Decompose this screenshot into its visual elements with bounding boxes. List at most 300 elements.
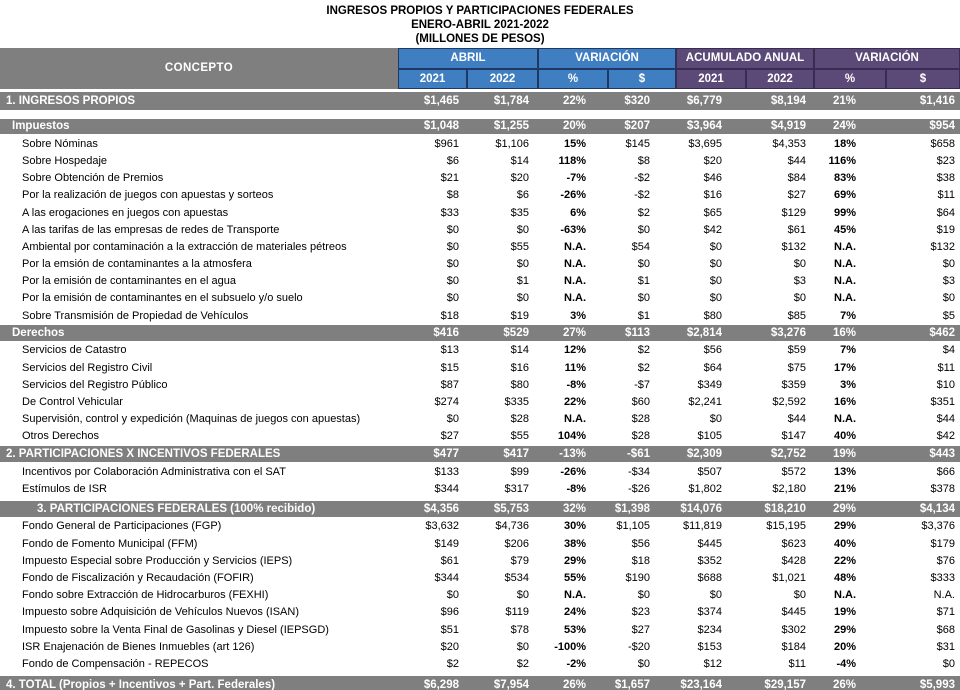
- table-row: [0, 273, 960, 290]
- cell-value: $4,356: [423, 502, 459, 515]
- cell-value: $1: [637, 275, 650, 288]
- cell-value: 26%: [832, 678, 856, 690]
- cell-value: $33: [440, 206, 459, 219]
- cell-value: N.A.: [834, 258, 856, 271]
- cell-value: $12: [703, 657, 722, 670]
- cell-value: $14: [510, 344, 529, 357]
- table-row: [0, 170, 960, 187]
- cell-value: $19: [936, 223, 955, 236]
- cell-value: $3,632: [425, 520, 459, 533]
- cell-value: $2,180: [772, 482, 806, 495]
- cell-value: $0: [942, 657, 955, 670]
- table-row: [0, 428, 960, 445]
- table-row: [0, 535, 960, 552]
- cell-value: $14: [510, 154, 529, 167]
- cell-value: $20: [440, 640, 459, 653]
- cell-value: $18: [631, 554, 650, 567]
- cell-value: $31: [936, 640, 955, 653]
- cell-value: 24%: [832, 120, 856, 133]
- header-col-variacion1-pct: %: [538, 69, 608, 89]
- header-col-variacion2-usd: $: [886, 69, 960, 89]
- row-label: Por la realización de juegos con apuestas y sorteos: [22, 189, 274, 202]
- cell-value: N.A.: [834, 589, 856, 602]
- cell-value: $351: [930, 396, 955, 409]
- cell-value: $18,210: [764, 502, 806, 515]
- header-col-abril-2021: 2021: [398, 69, 467, 89]
- header-group-acumulado: ACUMULADO ANUAL: [676, 48, 814, 69]
- title-line-2: ENERO-ABRIL 2021-2022: [411, 19, 549, 32]
- cell-value: $349: [697, 378, 722, 391]
- cell-value: $0: [516, 258, 529, 271]
- cell-value: $54: [631, 240, 650, 253]
- cell-value: $1,106: [495, 137, 529, 150]
- cell-value: $477: [433, 447, 459, 460]
- cell-value: 55%: [563, 572, 586, 585]
- cell-value: 26%: [562, 678, 586, 690]
- cell-value: 27%: [562, 327, 586, 340]
- cell-value: $20: [703, 154, 722, 167]
- row-label: Fondo General de Participaciones (FGP): [22, 520, 222, 533]
- cell-value: $0: [516, 223, 529, 236]
- cell-value: -8%: [566, 482, 586, 495]
- cell-value: $378: [930, 482, 955, 495]
- table-row: [0, 256, 960, 273]
- cell-value: $190: [625, 572, 650, 585]
- cell-value: $529: [503, 327, 529, 340]
- table-row: [0, 480, 960, 497]
- table-body: [0, 91, 960, 690]
- cell-value: $4,919: [770, 120, 806, 133]
- cell-value: $80: [703, 309, 722, 322]
- cell-value: 18%: [833, 137, 856, 150]
- cell-value: -$26: [627, 482, 650, 495]
- cell-value: $2,309: [686, 447, 722, 460]
- cell-value: $3,276: [770, 327, 806, 340]
- cell-value: $417: [503, 447, 529, 460]
- row-label: Servicios de Catastro: [22, 344, 127, 357]
- cell-value: $6: [516, 189, 529, 202]
- cell-value: $0: [709, 413, 722, 426]
- cell-value: 45%: [833, 223, 856, 236]
- cell-value: $0: [446, 413, 459, 426]
- cell-value: $0: [446, 275, 459, 288]
- cell-value: $76: [936, 554, 955, 567]
- cell-value: $534: [504, 572, 529, 585]
- cell-value: $4,353: [772, 137, 806, 150]
- cell-value: $105: [697, 430, 722, 443]
- cell-value: $85: [787, 309, 806, 322]
- cell-value: $507: [697, 465, 722, 478]
- cell-value: $113: [625, 327, 650, 340]
- cell-value: $64: [936, 206, 955, 219]
- cell-value: $0: [942, 258, 955, 271]
- table-header: [0, 48, 960, 89]
- table-row: [0, 569, 960, 586]
- header-group-row: [398, 48, 960, 69]
- cell-value: $132: [781, 240, 806, 253]
- cell-value: $462: [929, 327, 955, 340]
- cell-value: $27: [440, 430, 459, 443]
- cell-value: 69%: [833, 189, 856, 202]
- header-group-variacion-2: VARIACIÓN: [814, 48, 960, 69]
- table-row: [0, 307, 960, 324]
- cell-value: $119: [505, 606, 529, 619]
- cell-value: 11%: [564, 361, 586, 374]
- cell-value: -4%: [836, 657, 856, 670]
- row-gap: [0, 111, 960, 118]
- cell-value: $27: [787, 189, 806, 202]
- table-row: [0, 118, 960, 136]
- table-row: [0, 238, 960, 255]
- row-label: 1. INGRESOS PROPIOS: [6, 94, 136, 107]
- row-label: Derechos: [12, 327, 65, 340]
- cell-value: $2: [446, 657, 459, 670]
- cell-value: $149: [434, 537, 459, 550]
- cell-value: 20%: [562, 120, 586, 133]
- cell-value: $16: [510, 361, 529, 374]
- cell-value: $3: [793, 275, 806, 288]
- cell-value: $79: [510, 554, 529, 567]
- cell-value: $0: [446, 589, 459, 602]
- cell-value: 15%: [563, 137, 586, 150]
- cell-value: $13: [440, 344, 459, 357]
- cell-value: $23,164: [680, 678, 722, 690]
- cell-value: $3,376: [921, 520, 955, 533]
- cell-value: 29%: [563, 554, 586, 567]
- cell-value: $416: [433, 327, 459, 340]
- cell-value: $56: [703, 344, 722, 357]
- cell-value: $6,298: [423, 678, 459, 690]
- header-group-variacion-1: VARIACIÓN: [538, 48, 676, 69]
- cell-value: N.A.: [834, 275, 856, 288]
- row-label: Supervisión, control y expedición (Maquinas de juegos con apuestas): [22, 413, 361, 426]
- row-label: Sobre Hospedaje: [22, 154, 108, 167]
- cell-value: 22%: [563, 396, 586, 409]
- cell-value: 30%: [563, 520, 586, 533]
- table-row: [0, 91, 960, 111]
- cell-value: 32%: [562, 502, 586, 515]
- cell-value: $0: [709, 292, 722, 305]
- cell-value: $0: [709, 258, 722, 271]
- cell-value: N.A.: [834, 240, 856, 253]
- cell-value: $1,105: [616, 520, 650, 533]
- cell-value: 83%: [833, 172, 856, 185]
- header-group-abril: ABRIL: [398, 48, 538, 69]
- cell-value: $2: [637, 344, 650, 357]
- cell-value: $153: [697, 640, 722, 653]
- cell-value: $60: [631, 396, 650, 409]
- table-row: [0, 290, 960, 307]
- cell-value: N.A.: [933, 589, 955, 602]
- cell-value: $44: [787, 413, 806, 426]
- cell-value: $80: [510, 378, 529, 391]
- table-row: [0, 518, 960, 535]
- cell-value: $51: [440, 623, 459, 636]
- cell-value: $274: [434, 396, 459, 409]
- cell-value: $29,157: [764, 678, 806, 690]
- cell-value: 40%: [833, 430, 856, 443]
- cell-value: $0: [793, 589, 806, 602]
- cell-value: $658: [930, 137, 955, 150]
- cell-value: $0: [637, 258, 650, 271]
- cell-value: N.A.: [564, 275, 586, 288]
- cell-value: $3,964: [686, 120, 722, 133]
- cell-value: $5,753: [493, 502, 529, 515]
- cell-value: $954: [929, 120, 955, 133]
- table-row: [0, 463, 960, 480]
- cell-value: 48%: [833, 572, 856, 585]
- cell-value: $16: [703, 189, 722, 202]
- cell-value: $0: [709, 240, 722, 253]
- cell-value: N.A.: [834, 292, 856, 305]
- row-label: Fondo de Compensación - REPECOS: [22, 657, 209, 670]
- cell-value: $10: [936, 378, 955, 391]
- cell-value: $7,954: [493, 678, 529, 690]
- cell-value: 38%: [563, 537, 586, 550]
- cell-value: $71: [936, 606, 955, 619]
- row-label: Estímulos de ISR: [22, 482, 107, 495]
- cell-value: $1,416: [919, 94, 955, 107]
- table-row: [0, 135, 960, 152]
- cell-value: $0: [516, 292, 529, 305]
- cell-value: $129: [781, 206, 806, 219]
- cell-value: $20: [510, 172, 529, 185]
- cell-value: $344: [434, 482, 459, 495]
- cell-value: $55: [510, 430, 529, 443]
- cell-value: $0: [637, 223, 650, 236]
- cell-value: $61: [787, 223, 806, 236]
- cell-value: $15,195: [766, 520, 806, 533]
- cell-value: $27: [631, 623, 650, 636]
- cell-value: 13%: [833, 465, 856, 478]
- cell-value: 24%: [563, 606, 586, 619]
- cell-value: $4: [942, 344, 955, 357]
- row-label: Por la emisión de contaminantes en el subsuelo y/o suelo: [22, 292, 303, 305]
- header-columns: [398, 48, 960, 89]
- cell-value: -7%: [566, 172, 586, 185]
- table-row: [0, 411, 960, 428]
- cell-value: $6,779: [686, 94, 722, 107]
- cell-value: 12%: [563, 344, 586, 357]
- cell-value: -2%: [566, 657, 586, 670]
- cell-value: $445: [697, 537, 722, 550]
- cell-value: 21%: [832, 94, 856, 107]
- table-row: [0, 500, 960, 518]
- cell-value: $3,695: [688, 137, 722, 150]
- cell-value: 29%: [833, 623, 856, 636]
- cell-value: $35: [510, 206, 529, 219]
- table-row: [0, 324, 960, 342]
- cell-value: $23: [936, 154, 955, 167]
- header-col-abril-2022: 2022: [467, 69, 538, 89]
- cell-value: N.A.: [564, 292, 586, 305]
- header-concepto: CONCEPTO: [0, 48, 398, 89]
- row-label: A las tarifas de las empresas de redes de Transporte: [22, 223, 280, 236]
- cell-value: $184: [781, 640, 806, 653]
- cell-value: $572: [781, 465, 806, 478]
- cell-value: $2: [637, 206, 650, 219]
- cell-value: 22%: [562, 94, 586, 107]
- cell-value: $46: [703, 172, 722, 185]
- cell-value: $68: [936, 623, 955, 636]
- cell-value: 17%: [833, 361, 856, 374]
- cell-value: $3: [942, 275, 955, 288]
- title-line-3: (MILLONES DE PESOS): [415, 33, 545, 46]
- cell-value: $78: [510, 623, 529, 636]
- cell-value: 99%: [833, 206, 856, 219]
- cell-value: $0: [793, 292, 806, 305]
- table-row: [0, 604, 960, 621]
- cell-value: $623: [781, 537, 806, 550]
- cell-value: $11,819: [683, 520, 722, 533]
- cell-value: $28: [631, 430, 650, 443]
- cell-value: 116%: [828, 154, 856, 167]
- cell-value: -$2: [634, 189, 650, 202]
- cell-value: -26%: [560, 189, 586, 202]
- cell-value: $19: [510, 309, 529, 322]
- cell-value: $0: [516, 589, 529, 602]
- cell-value: N.A.: [564, 258, 586, 271]
- cell-value: $207: [624, 120, 650, 133]
- cell-value: 53%: [563, 623, 586, 636]
- table-row: [0, 587, 960, 604]
- cell-value: $2,241: [688, 396, 722, 409]
- cell-value: $8: [446, 189, 459, 202]
- row-label: 4. TOTAL (Propios + Incentivos + Part. Federales): [6, 678, 276, 690]
- cell-value: $28: [510, 413, 529, 426]
- cell-value: $28: [631, 413, 650, 426]
- cell-value: -63%: [560, 223, 586, 236]
- cell-value: $359: [781, 378, 806, 391]
- title-line-1: INGRESOS PROPIOS Y PARTICIPACIONES FEDERALES: [326, 5, 634, 17]
- table-row: [0, 376, 960, 393]
- cell-value: 6%: [570, 206, 586, 219]
- row-label: Otros Derechos: [22, 430, 100, 443]
- table-row: [0, 342, 960, 359]
- cell-value: $0: [709, 275, 722, 288]
- cell-value: $11: [937, 361, 955, 374]
- table-row: [0, 621, 960, 638]
- cell-value: $23: [631, 606, 650, 619]
- cell-value: $11: [788, 657, 806, 670]
- cell-value: $18: [440, 309, 459, 322]
- header-col-variacion1-usd: $: [608, 69, 676, 89]
- cell-value: 16%: [832, 327, 856, 340]
- cell-value: $2,752: [770, 447, 806, 460]
- cell-value: $317: [504, 482, 529, 495]
- row-label: Incentivos por Colaboración Administrativa con el SAT: [22, 465, 286, 478]
- cell-value: $335: [504, 396, 529, 409]
- row-label: Sobre Obtención de Premios: [22, 172, 164, 185]
- cell-value: $44: [787, 154, 806, 167]
- row-label: ISR Enajenación de Bienes Inmuebles (art 126): [22, 640, 255, 653]
- cell-value: $206: [504, 537, 529, 550]
- header-col-variacion2-pct: %: [814, 69, 886, 89]
- row-label: Sobre Transmisión de Propiedad de Vehículos: [22, 309, 249, 322]
- cell-value: 22%: [833, 554, 856, 567]
- cell-value: $4,134: [919, 502, 955, 515]
- cell-value: $2: [516, 657, 529, 670]
- cell-value: $2,592: [772, 396, 806, 409]
- cell-value: -13%: [559, 447, 586, 460]
- cell-value: $234: [697, 623, 722, 636]
- cell-value: $15: [440, 361, 459, 374]
- cell-value: $688: [697, 572, 722, 585]
- cell-value: $11: [937, 189, 955, 202]
- cell-value: N.A.: [564, 413, 586, 426]
- cell-value: $344: [434, 572, 459, 585]
- cell-value: $0: [637, 589, 650, 602]
- cell-value: -$34: [627, 465, 650, 478]
- cell-value: $1,802: [688, 482, 722, 495]
- table-row: [0, 152, 960, 169]
- cell-value: $5,993: [919, 678, 955, 690]
- cell-value: $1,255: [493, 120, 529, 133]
- cell-value: $0: [516, 640, 529, 653]
- row-label: Sobre Nóminas: [22, 137, 98, 150]
- cell-value: $99: [510, 465, 529, 478]
- cell-value: 3%: [570, 309, 586, 322]
- table-row: [0, 552, 960, 569]
- table-row: [0, 655, 960, 672]
- cell-value: $0: [637, 657, 650, 670]
- cell-value: -$2: [634, 172, 650, 185]
- cell-value: $428: [781, 554, 806, 567]
- cell-value: $21: [440, 172, 459, 185]
- cell-value: -8%: [566, 378, 586, 391]
- row-label: A las erogaciones en juegos con apuestas: [22, 206, 229, 219]
- table-row: [0, 221, 960, 238]
- row-label: Servicios del Registro Público: [22, 378, 168, 391]
- cell-value: $84: [787, 172, 806, 185]
- row-label: Fondo de Fomento Municipal (FFM): [22, 537, 198, 550]
- cell-value: $302: [781, 623, 806, 636]
- cell-value: $0: [942, 292, 955, 305]
- row-label: Impuestos: [12, 120, 70, 133]
- cell-value: -$61: [626, 447, 650, 460]
- cell-value: $38: [936, 172, 955, 185]
- cell-value: $132: [930, 240, 955, 253]
- cell-value: 7%: [840, 344, 856, 357]
- header-col-acum-2021: 2021: [676, 69, 746, 89]
- report-title: [0, 0, 960, 47]
- cell-value: $4,736: [495, 520, 529, 533]
- cell-value: N.A.: [564, 240, 586, 253]
- cell-value: N.A.: [834, 413, 856, 426]
- cell-value: $352: [697, 554, 722, 567]
- cell-value: $55: [510, 240, 529, 253]
- row-label: Servicios del Registro Civil: [22, 361, 153, 374]
- cell-value: 3%: [840, 378, 856, 391]
- cell-value: $1,398: [614, 502, 650, 515]
- cell-value: $64: [703, 361, 722, 374]
- cell-value: 29%: [832, 502, 856, 515]
- table-row: [0, 445, 960, 463]
- cell-value: $87: [440, 378, 459, 391]
- cell-value: 19%: [833, 606, 856, 619]
- row-label: Fondo de Fiscalización y Recaudación (FOFIR): [22, 572, 254, 585]
- table-row: [0, 638, 960, 655]
- cell-value: $179: [930, 537, 955, 550]
- cell-value: $1,021: [772, 572, 806, 585]
- row-label: Por la emsión de contaminantes a la atmosfera: [22, 258, 252, 271]
- cell-value: $320: [624, 94, 650, 107]
- row-label: Por la emisión de contaminantes en el agua: [22, 275, 237, 288]
- cell-value: $1,465: [423, 94, 459, 107]
- cell-value: $1,657: [614, 678, 650, 690]
- table-row: [0, 187, 960, 204]
- row-label: 3. PARTICIPACIONES FEDERALES (100% recibido): [37, 502, 316, 515]
